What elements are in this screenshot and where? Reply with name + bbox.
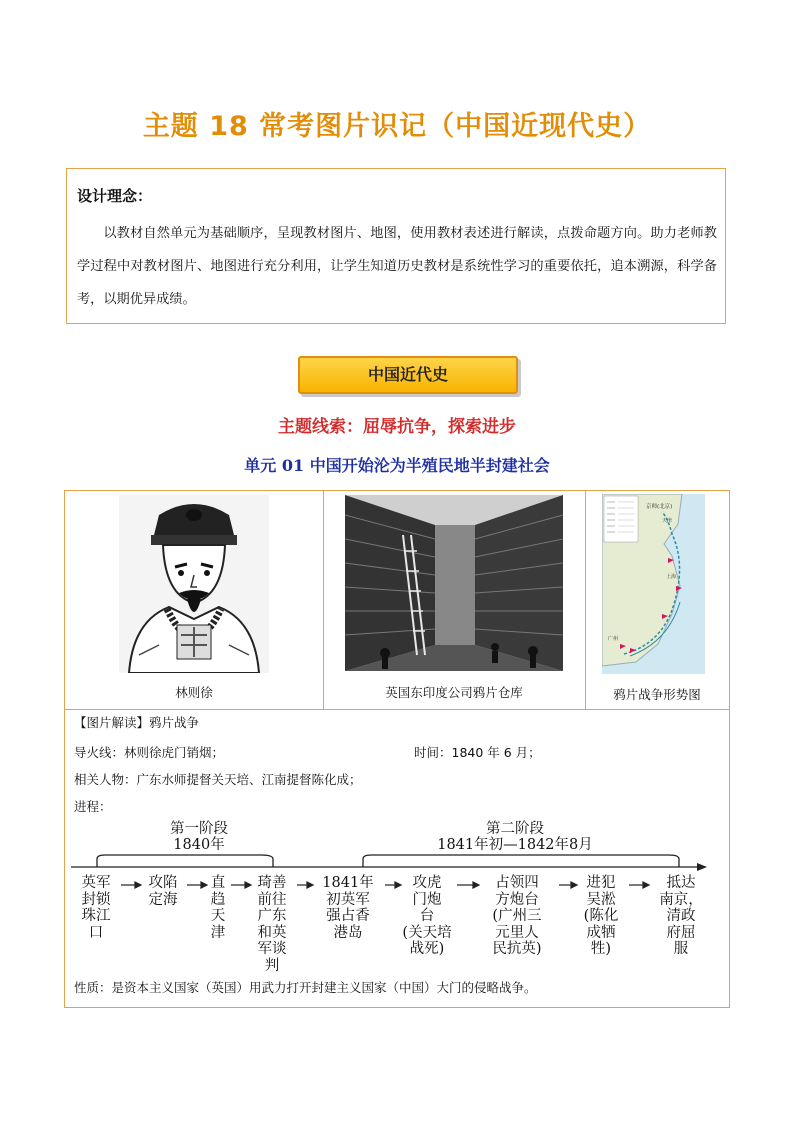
design-concept-box	[66, 168, 726, 324]
stage-time: 1841年初—1842年8月	[437, 837, 593, 853]
stage-two-label	[385, 821, 645, 853]
reading-fuse: 导火线：林则徐虎门销烟；	[74, 745, 225, 760]
timeline-step: 1841年 初英军 强占香 港岛	[322, 875, 374, 941]
table-divider	[65, 709, 729, 710]
stage-time: 1840年	[173, 837, 225, 853]
map-label: 京师(北京)	[646, 504, 673, 510]
reading-people: 相关人物：广东水师提督关天培、江南提督陈化成；	[74, 772, 362, 787]
table-divider	[585, 491, 586, 709]
section-badge: 中国近代史	[298, 356, 518, 394]
warehouse-engraving-icon	[345, 495, 563, 671]
map-label: 上海	[666, 574, 677, 580]
image-caption: 林则徐	[175, 685, 213, 700]
opium-warehouse-image	[345, 495, 563, 671]
table-divider	[323, 491, 324, 709]
map-label: 天津	[662, 518, 673, 524]
page-title: 主题 18 常考图片识记（中国近现代史）	[142, 111, 652, 142]
image-caption: 英国东印度公司鸦片仓库	[385, 685, 523, 700]
image-table	[64, 490, 730, 1008]
map-label: 广州	[608, 636, 619, 642]
stage-name: 第一阶段	[170, 821, 228, 837]
reading-process: 进程：	[74, 799, 112, 814]
timeline-step: 进犯 吴淞 (陈化 成牺 牲)	[583, 875, 619, 957]
timeline-step: 直 趋 天 津	[210, 875, 226, 941]
timeline-step: 攻虎 门炮 台 (关天培 战死)	[402, 875, 452, 957]
concept-body: 以教材自然单元为基础顺序，呈现教材图片、地图，使用教材表述进行解读，点拨命题方向。助力老师教学过程中对教材图片、地图进行充分利用，让学生知道历史教材是系统性学习的重要依托，追本溯源，科学备考，以期优异成绩。	[77, 226, 717, 307]
image-caption: 鸦片战争形势图	[613, 687, 701, 702]
timeline-step: 琦善 前往 广东 和英 军谈 判	[257, 875, 287, 974]
reading-heading: 【图片解读】鸦片战争	[74, 715, 200, 730]
lin-zexu-portrait	[119, 495, 269, 673]
unit-title: 单元 01 中国开始沦为半殖民地半封建社会	[244, 456, 550, 475]
timeline-step: 攻陷 定海	[148, 875, 178, 908]
timeline-step: 占领四 方炮台 (广州三 元里人 民抗英)	[492, 875, 542, 957]
reading-time: 时间：1840 年 6 月；	[414, 745, 541, 760]
stage-one-label	[119, 821, 279, 853]
timeline-step: 抵达 南京， 清政 府屈 服	[659, 875, 703, 957]
timeline-step: 英军 封锁 珠江 口	[81, 875, 111, 941]
theme-clue: 主题线索：屈辱抗争，探索进步	[278, 417, 516, 437]
reading-nature: 性质：是资本主义国家（英国）用武力打开封建主义国家（中国）大门的侵略战争。	[74, 980, 537, 995]
opium-war-map	[602, 494, 705, 674]
war-map-icon	[602, 494, 705, 674]
portrait-engraving-icon	[119, 495, 269, 673]
concept-heading: 设计理念：	[77, 187, 153, 205]
stage-name: 第二阶段	[486, 821, 544, 837]
